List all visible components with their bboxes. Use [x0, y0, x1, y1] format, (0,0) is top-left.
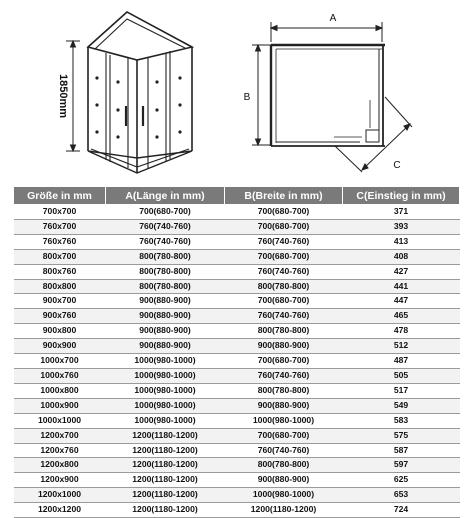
- cell-length-a: 1000(980-1000): [106, 368, 225, 383]
- cell-length-a: 760(740-760): [106, 234, 225, 249]
- cell-size: 1200x700: [14, 428, 106, 443]
- cell-width-b: 900(880-900): [225, 398, 343, 413]
- table-row: [14, 473, 460, 488]
- cell-width-b: 700(680-700): [225, 294, 343, 309]
- cell-width-b: 800(780-800): [225, 324, 343, 339]
- size-table: [13, 186, 460, 518]
- cell-entry-c: 478: [343, 324, 460, 339]
- cell-entry-c: 505: [343, 368, 460, 383]
- table-row: [14, 413, 460, 428]
- cell-size: 800x700: [14, 249, 106, 264]
- cell-size: 1200x1200: [14, 503, 106, 518]
- table-row: [14, 279, 460, 294]
- header-entry-c: C(Einstieg in mm): [343, 187, 460, 205]
- cell-size: 800x760: [14, 264, 106, 279]
- table-row: [14, 398, 460, 413]
- table-row: [14, 324, 460, 339]
- size-table-body: [14, 205, 460, 518]
- cell-size: 900x700: [14, 294, 106, 309]
- cell-width-b: 700(680-700): [225, 428, 343, 443]
- cell-length-a: 1200(1180-1200): [106, 443, 225, 458]
- cell-length-a: 900(880-900): [106, 324, 225, 339]
- cell-entry-c: 597: [343, 458, 460, 473]
- cell-length-a: 800(780-800): [106, 279, 225, 294]
- table-row: [14, 458, 460, 473]
- table-row: [14, 503, 460, 518]
- cell-entry-c: 512: [343, 339, 460, 354]
- cell-size: 900x800: [14, 324, 106, 339]
- header-length-a: A(Länge in mm): [106, 187, 225, 205]
- cell-size: 1200x1000: [14, 488, 106, 503]
- table-row: [14, 234, 460, 249]
- technical-drawings: [0, 0, 470, 185]
- cell-entry-c: 465: [343, 309, 460, 324]
- cell-length-a: 900(880-900): [106, 294, 225, 309]
- cell-width-b: 900(880-900): [225, 473, 343, 488]
- cell-length-a: 1000(980-1000): [106, 413, 225, 428]
- cell-width-b: 700(680-700): [225, 205, 343, 220]
- cell-width-b: 800(780-800): [225, 383, 343, 398]
- cell-size: 1000x800: [14, 383, 106, 398]
- cell-entry-c: 517: [343, 383, 460, 398]
- cell-entry-c: 653: [343, 488, 460, 503]
- cell-length-a: 760(740-760): [106, 219, 225, 234]
- cell-width-b: 760(740-760): [225, 368, 343, 383]
- cell-width-b: 1000(980-1000): [225, 413, 343, 428]
- cell-length-a: 1200(1180-1200): [106, 428, 225, 443]
- cell-width-b: 760(740-760): [225, 264, 343, 279]
- table-row: [14, 249, 460, 264]
- cell-size: 900x900: [14, 339, 106, 354]
- size-table-header: [14, 187, 460, 205]
- cell-size: 1200x800: [14, 458, 106, 473]
- table-row: [14, 383, 460, 398]
- shower-3d-view: [0, 0, 240, 185]
- table-row: [14, 443, 460, 458]
- table-row: [14, 205, 460, 220]
- cell-width-b: 1000(980-1000): [225, 488, 343, 503]
- cell-size: 1000x900: [14, 398, 106, 413]
- cell-width-b: 700(680-700): [225, 354, 343, 369]
- cell-entry-c: 371: [343, 205, 460, 220]
- cell-size: 760x760: [14, 234, 106, 249]
- header-width-b: B(Breite in mm): [225, 187, 343, 205]
- cell-entry-c: 487: [343, 354, 460, 369]
- table-row: [14, 219, 460, 234]
- cell-length-a: 1000(980-1000): [106, 398, 225, 413]
- table-row: [14, 264, 460, 279]
- cell-length-a: 1200(1180-1200): [106, 458, 225, 473]
- cell-width-b: 700(680-700): [225, 219, 343, 234]
- table-row: [14, 339, 460, 354]
- cell-entry-c: 408: [343, 249, 460, 264]
- cell-width-b: 760(740-760): [225, 309, 343, 324]
- cell-size: 900x760: [14, 309, 106, 324]
- cell-entry-c: 587: [343, 443, 460, 458]
- cell-length-a: 1000(980-1000): [106, 354, 225, 369]
- cell-width-b: 760(740-760): [225, 443, 343, 458]
- cell-width-b: 760(740-760): [225, 234, 343, 249]
- cell-size: 1000x700: [14, 354, 106, 369]
- table-row: [14, 294, 460, 309]
- cell-length-a: 700(680-700): [106, 205, 225, 220]
- cell-entry-c: 625: [343, 473, 460, 488]
- table-row: [14, 368, 460, 383]
- table-row: [14, 428, 460, 443]
- dimension-b-label: B: [243, 92, 251, 103]
- cell-length-a: 1200(1180-1200): [106, 473, 225, 488]
- cell-length-a: 900(880-900): [106, 309, 225, 324]
- cell-entry-c: 575: [343, 428, 460, 443]
- cell-size: 760x700: [14, 219, 106, 234]
- table-row: [14, 354, 460, 369]
- cell-entry-c: 549: [343, 398, 460, 413]
- dimension-c-label: C: [393, 160, 401, 171]
- cell-entry-c: 583: [343, 413, 460, 428]
- cell-size: 1200x900: [14, 473, 106, 488]
- cell-length-a: 800(780-800): [106, 264, 225, 279]
- cell-length-a: 900(880-900): [106, 339, 225, 354]
- cell-entry-c: 441: [343, 279, 460, 294]
- cell-entry-c: 393: [343, 219, 460, 234]
- cell-size: 1200x760: [14, 443, 106, 458]
- cell-entry-c: 413: [343, 234, 460, 249]
- cell-entry-c: 427: [343, 264, 460, 279]
- cell-size: 1000x1000: [14, 413, 106, 428]
- cell-length-a: 1000(980-1000): [106, 383, 225, 398]
- table-row: [14, 309, 460, 324]
- cell-size: 700x700: [14, 205, 106, 220]
- cell-width-b: 700(680-700): [225, 249, 343, 264]
- cell-width-b: 1200(1180-1200): [225, 503, 343, 518]
- header-size: Größe in mm: [14, 187, 106, 205]
- cell-length-a: 800(780-800): [106, 249, 225, 264]
- height-dimension-label: 1850mm: [57, 73, 69, 119]
- cell-size: 1000x760: [14, 368, 106, 383]
- cell-length-a: 1200(1180-1200): [106, 488, 225, 503]
- cell-width-b: 900(880-900): [225, 339, 343, 354]
- cell-entry-c: 447: [343, 294, 460, 309]
- table-row: [14, 488, 460, 503]
- cell-size: 800x800: [14, 279, 106, 294]
- cell-entry-c: 724: [343, 503, 460, 518]
- cell-width-b: 800(780-800): [225, 279, 343, 294]
- dimension-a-label: A: [329, 13, 337, 24]
- cell-length-a: 1200(1180-1200): [106, 503, 225, 518]
- cell-width-b: 800(780-800): [225, 458, 343, 473]
